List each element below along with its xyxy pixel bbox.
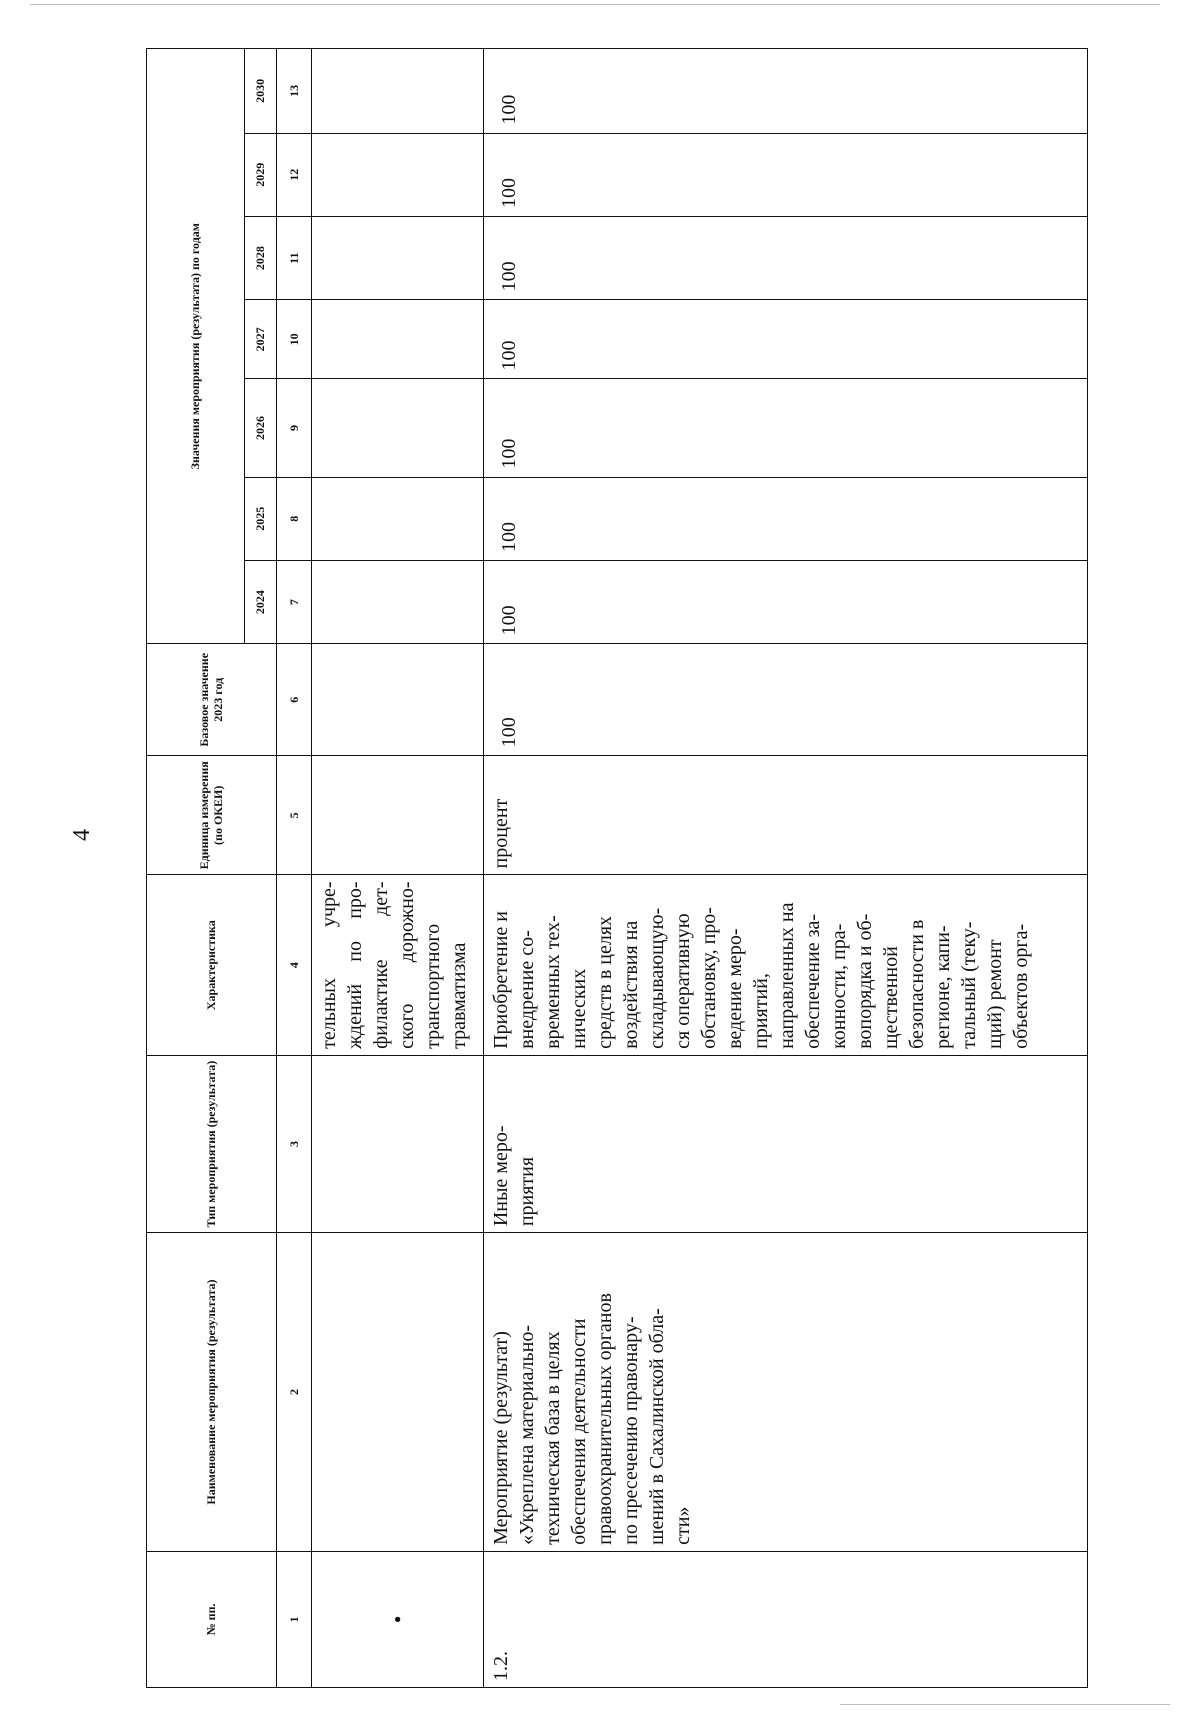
text-line: Приобретение и (490, 911, 512, 1049)
header-year: 2029 (245, 133, 277, 216)
year-value-cell: 100 (484, 477, 1088, 560)
text-line: тельных учре- (318, 881, 340, 1049)
header-characteristic: Характеристика (147, 875, 277, 1055)
header-no: № пп. (147, 1551, 277, 1687)
header-values-by-year: Значения мероприятия (результата) по годам (147, 49, 245, 644)
measures-table (146, 48, 1088, 1688)
row-marker: • (312, 1551, 484, 1687)
header-year: 2028 (245, 216, 277, 299)
empty-cell (312, 216, 484, 299)
text-line: обеспечения деятельности (568, 1318, 590, 1545)
text-line: вопорядка и об- (854, 913, 876, 1049)
text-line: направленных на (776, 902, 798, 1049)
header-type: Тип мероприятия (результата) (147, 1055, 277, 1232)
text-line: внедрение со- (516, 930, 538, 1049)
year-value-cell: 100 (484, 49, 1088, 134)
text-line: ждений по про- (344, 881, 366, 1049)
text-line: безопасности в (906, 919, 928, 1049)
empty-cell (312, 756, 484, 875)
characteristic-cell (484, 875, 1088, 1055)
column-number: 1 (277, 1551, 312, 1687)
header-year: 2026 (245, 379, 277, 477)
scan-top-edge (30, 4, 1160, 5)
text-line: приятия (516, 1156, 538, 1227)
header-row-1 (147, 49, 245, 1688)
column-number: 3 (277, 1055, 312, 1232)
text-line: ведение меро- (724, 928, 746, 1049)
column-number: 10 (277, 300, 312, 379)
table-row-continued (312, 49, 484, 1688)
header-unit: Единица измерения (по ОКЕИ) (147, 756, 277, 875)
column-number-row (277, 49, 312, 1688)
column-number: 6 (277, 644, 312, 756)
text-line: ся оперативную (672, 913, 694, 1049)
year-value-cell: 100 (484, 133, 1088, 216)
text-line: ского дорожно- (396, 881, 418, 1049)
column-number: 5 (277, 756, 312, 875)
empty-cell (312, 49, 484, 134)
year-value-cell: 100 (484, 216, 1088, 299)
text-line: транспортного (422, 923, 444, 1049)
empty-cell (312, 379, 484, 477)
text-line: регионе, капи- (932, 925, 954, 1049)
header-name: Наименование мероприятия (результата) (147, 1233, 277, 1552)
text-line: щий) ремонт (984, 939, 1006, 1049)
base-value-cell: 100 (484, 644, 1088, 756)
year-value-cell: 100 (484, 300, 1088, 379)
text-line: «Укреплена материально- (516, 1325, 538, 1545)
header-year: 2030 (245, 49, 277, 134)
table-row (484, 49, 1088, 1688)
text-line: Иные меро- (490, 1125, 512, 1227)
measure-name-cell (484, 1233, 1088, 1552)
scan-bottom-edge (840, 1704, 1170, 1705)
row-number: 1.2. (484, 1551, 1088, 1687)
text-line: техническая база в целях (542, 1331, 564, 1545)
text-line: правоохранительных органов (594, 1293, 616, 1545)
text-line: тальный (теку- (958, 921, 980, 1049)
rotated-page (146, 48, 1086, 1688)
header-year: 2024 (245, 560, 277, 643)
column-number: 4 (277, 875, 312, 1055)
page-number: 4 (69, 829, 95, 841)
text-line: Мероприятие (результат) (490, 1331, 512, 1545)
header-base-value: Базовое значение 2023 год (147, 644, 277, 756)
text-line: нических (568, 968, 590, 1049)
measure-type-cell (484, 1055, 1088, 1232)
text-line: обеспечение за- (802, 913, 824, 1049)
unit-cell: процент (484, 756, 1088, 875)
text-line: филактике дет- (370, 881, 392, 1049)
empty-cell (312, 300, 484, 379)
text-line: приятий, (750, 973, 772, 1049)
column-number: 2 (277, 1233, 312, 1552)
column-number: 9 (277, 379, 312, 477)
text-line: средств в целях (594, 915, 616, 1049)
characteristic-cell (312, 875, 484, 1055)
text-line: щественной (880, 946, 902, 1049)
text-line: обстановку, про- (698, 907, 720, 1049)
empty-cell (312, 1233, 484, 1552)
empty-cell (312, 133, 484, 216)
text-line: временных тех- (542, 915, 564, 1049)
column-number: 13 (277, 49, 312, 134)
text-line: сти» (672, 1506, 694, 1545)
empty-cell (312, 560, 484, 643)
empty-cell (312, 1055, 484, 1232)
text-line: по пресечению правонару- (620, 1316, 642, 1545)
text-line: шений в Сахалинской обла- (646, 1308, 668, 1545)
text-line: складывающую- (646, 907, 668, 1049)
text-line: объектов орга- (1010, 923, 1032, 1049)
column-number: 7 (277, 560, 312, 643)
year-value-cell: 100 (484, 560, 1088, 643)
text-line: травматизма (448, 942, 470, 1049)
column-number: 12 (277, 133, 312, 216)
header-year: 2027 (245, 300, 277, 379)
header-year: 2025 (245, 477, 277, 560)
empty-cell (312, 477, 484, 560)
year-value-cell: 100 (484, 379, 1088, 477)
text-line: воздействия на (620, 920, 642, 1049)
column-number: 11 (277, 216, 312, 299)
column-number: 8 (277, 477, 312, 560)
empty-cell (312, 644, 484, 756)
text-line: конности, пра- (828, 923, 850, 1049)
